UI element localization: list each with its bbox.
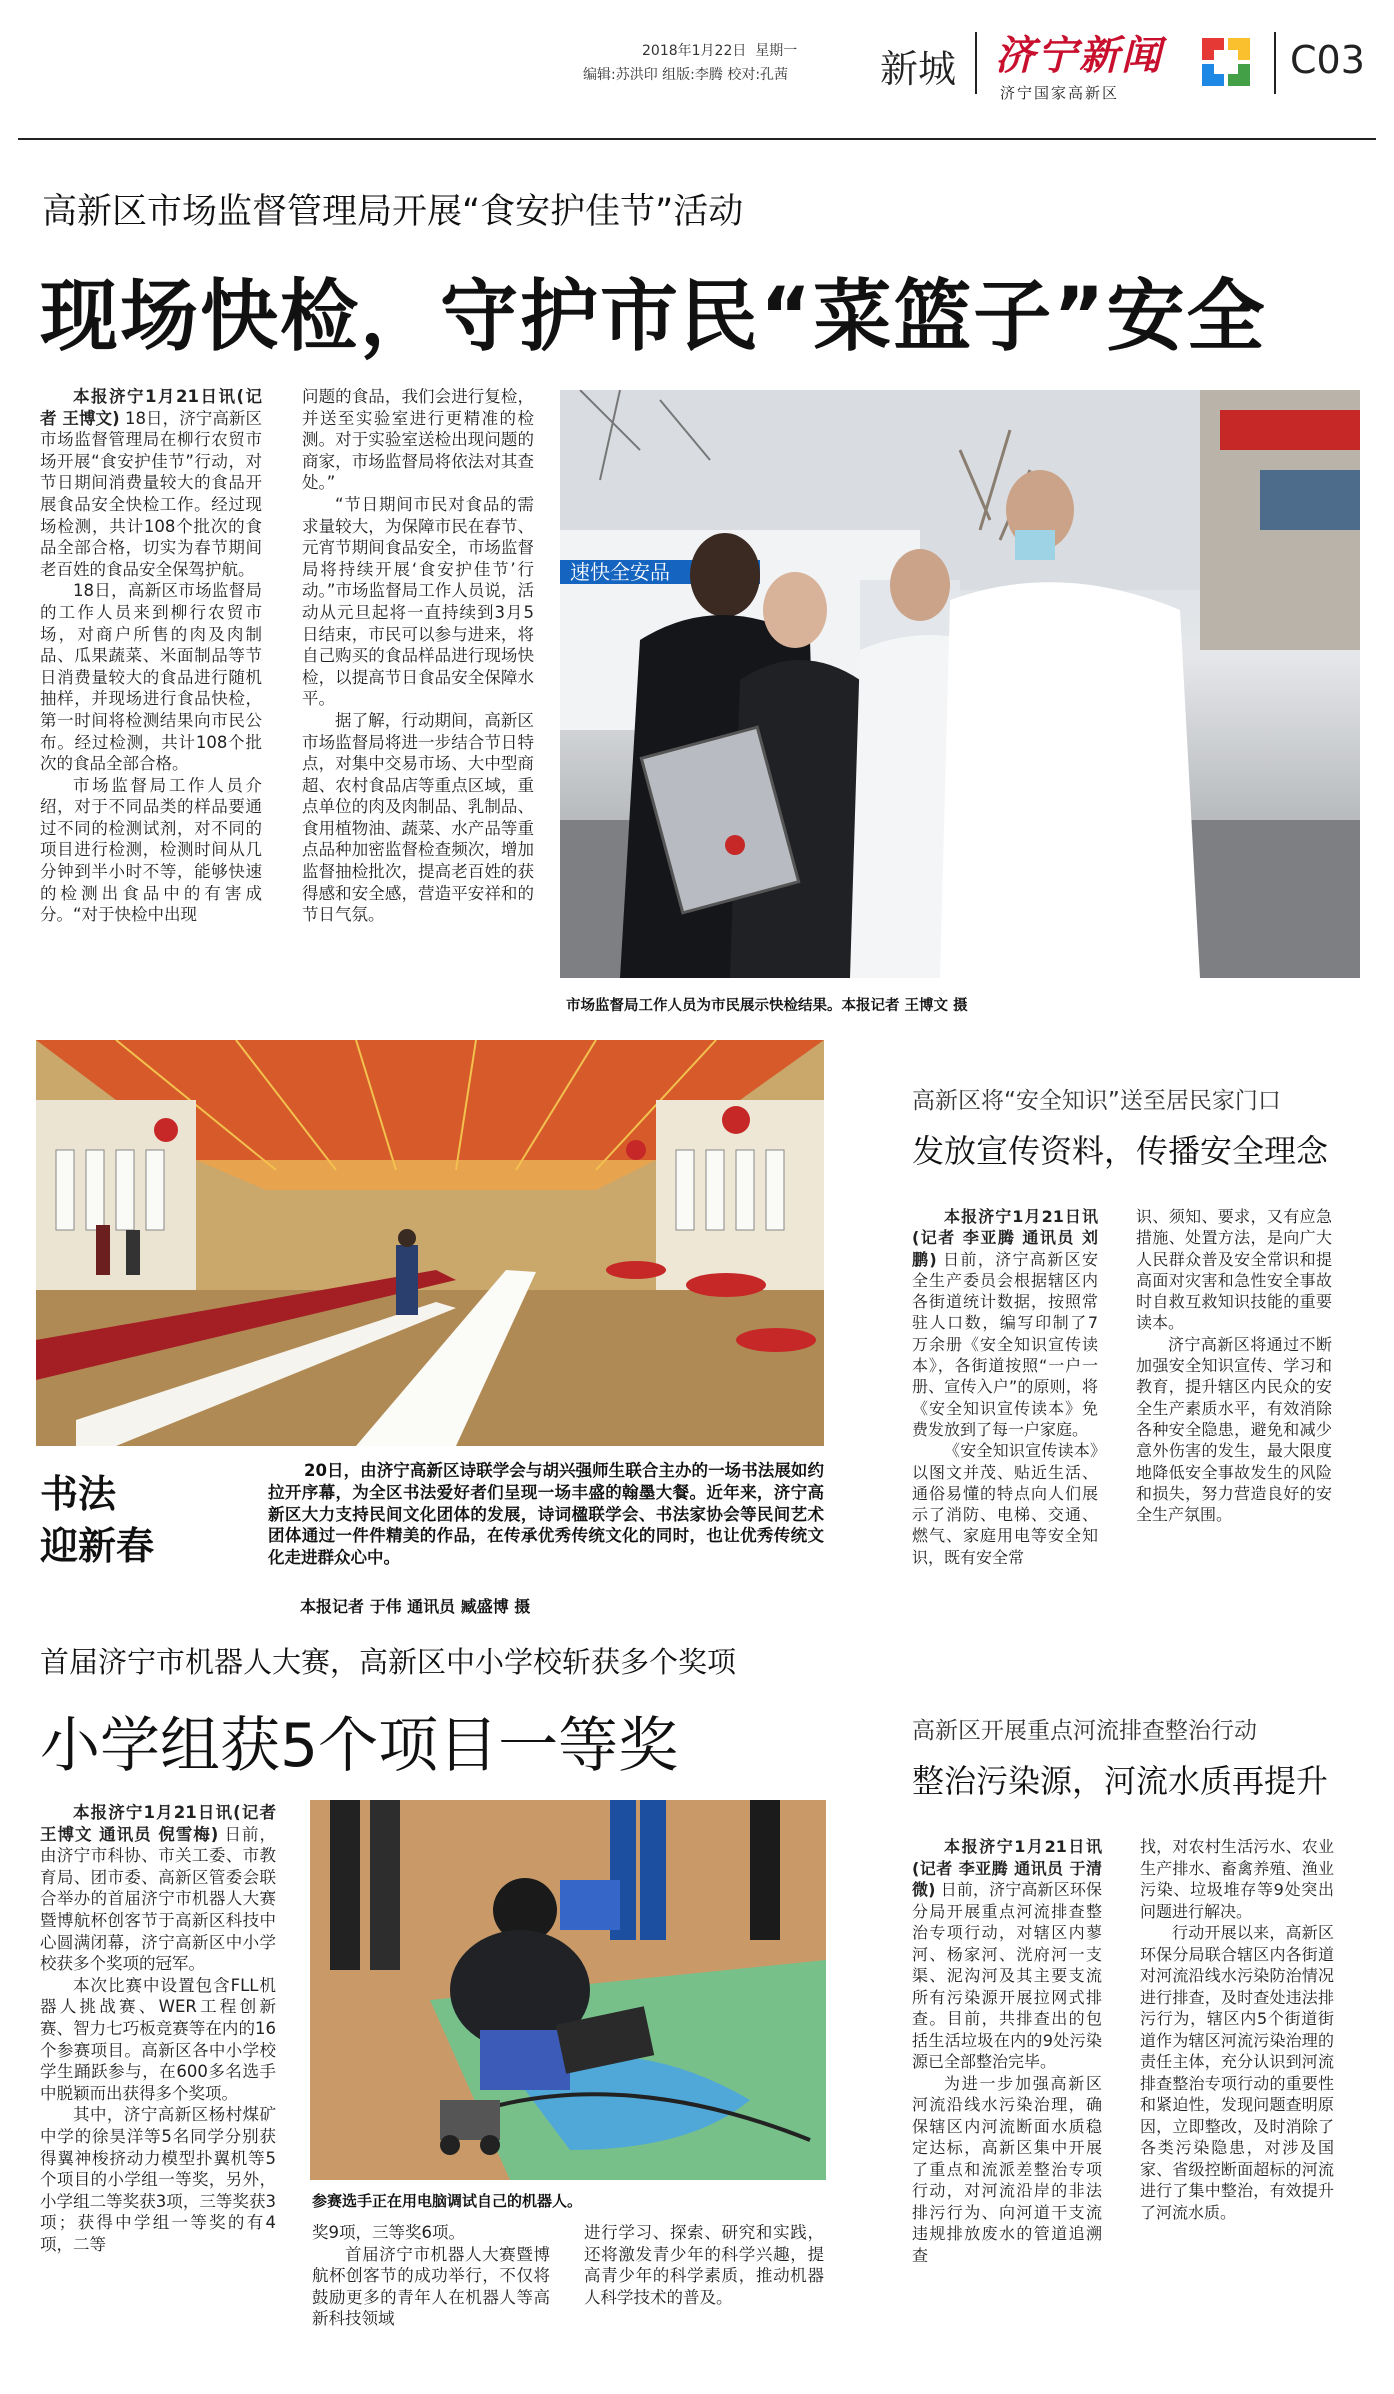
- masthead-divider-2: [1274, 32, 1276, 94]
- van-signage: 速快全安品: [570, 560, 670, 584]
- article2-headline: 发放宣传资料，传播安全理念: [912, 1132, 1329, 1170]
- article2-column-2: 识、须知、要求，又有应急措施、处置方法，是向广大人民群众普及安全常识和提高面对灾害和急性安全事故时自救互救知识技能的重要读本。 济宁高新区将通过不断加强安全知识宣传、学习和教育，提升辖区内民众的安全生产素质水平，有效消除各种安全隐患，避免和减少意外伤害的发生，最大限度地降低安全事故发生的风险和损失，努力营造良好的安全生产氛围。: [1136, 1207, 1332, 1525]
- article4-dateline: 本报济宁1月21日讯(记者 李亚腾 通讯员 于清微): [912, 1837, 1102, 1899]
- paper-name: 济宁新闻: [995, 32, 1163, 79]
- food-check-photo: [560, 390, 1360, 978]
- article2-kicker: 高新区将“安全知识”送至居民家门口: [912, 1088, 1281, 1114]
- article3-headline: 小学组获5个项目一等奖: [40, 1711, 679, 1781]
- robot-photo-caption: 参赛选手正在用电脑调试自己的机器人。: [312, 2192, 583, 2210]
- food-check-photo-caption: 市场监督局工作人员为市民展示快检结果。本报记者 王博文 摄: [566, 998, 968, 1014]
- article1-kicker: 高新区市场监督管理局开展“食安护佳节”活动: [42, 192, 744, 232]
- article1-dateline: 本报济宁1月21日讯(记者 王博文): [40, 387, 262, 428]
- paper-logo: [995, 24, 1185, 79]
- article4-column-2: 找，对农村生活污水、农业生产排水、畜禽养殖、渔业污染、垃圾堆存等9处突出问题进行解决。 行动开展以来，高新区环保分局联合辖区内各街道对河流沿线水污染防治情况进行排查，及时查处违法排污行为，辖区内5个街道街道作为辖区河流污染治理的责任主体，充分认识到河流排查整治专项行动的重要性和紧迫性，发现问题查明原因，立即整改，及时消除了各类污染隐患，对涉及国家、省级控断面超标的河流进行了集中整治，有效提升了河流水质。: [1140, 1837, 1334, 2222]
- section-name: 新城: [880, 47, 957, 91]
- article3-column-2: 奖9项，三等奖6项。 首届济宁市机器人大赛暨博航杯创客节的成功举行，不仅将鼓励更多的青年人在机器人等高新科技领域: [312, 2223, 550, 2329]
- article3-column-3: 进行学习、探索、研究和实践，还将激发青少年的科学兴趣，提高青少年的科学素质，推动机器人科学技术的普及。: [584, 2223, 824, 2307]
- robot-contest-photo: [310, 1800, 826, 2180]
- article3-kicker: 首届济宁市机器人大赛，高新区中小学校斩获多个奖项: [40, 1645, 737, 1679]
- issue-date: 2018年1月22日 星期一: [642, 43, 798, 59]
- article1-headline: 现场快检，守护市民“菜篮子”安全: [40, 272, 1267, 362]
- calligraphy-title: 书法 迎新春: [40, 1472, 155, 1568]
- paper-subtitle: 济宁国家高新区: [1000, 84, 1120, 102]
- article1-column-2: 问题的食品，我们会进行复检，并送至实验室进行更精准的检测。对于实验室送检出现问题的商家，市场监督局将依法对其查处。” “节日期间市民对食品的需求量较大，为保障市民在春节、元宵节期间食品安全，市场监督局将持续开展‘食安护佳节’行动。”市场监督局工作人员说，活动从元旦起将一直持续到3月5日结束，市民可以参与进来，将自己购买的食品样品进行现场快检，以提高节日食品安全保障水平。 据了解，行动期间，高新区市场监督局将进一步结合节日特点，对集中交易市场、大中型商超、农村食品店等重点区域，重点单位的肉及肉制品、乳制品、食用植物油、蔬菜、水产品等重点品种加密监督检查频次，增加监督抽检批次，提高老百姓的获得感和安全感，营造平安祥和的节日气氛。: [302, 387, 534, 925]
- article3-dateline: 本报济宁1月21日讯(记者 王博文 通讯员 倪雪梅): [40, 1803, 276, 1844]
- calligraphy-caption: 20日，由济宁高新区诗联学会与胡兴强师生联合主办的一场书法展如约拉开序幕，为全区书法爱好者们呈现一场丰盛的翰墨大餐。近年来，济宁高新区大力支持民间文化团体的发展，诗词楹联学会、书法家协会等民间艺术团体通过一件件精美的作品，在传承优秀传统文化的同时，也让优秀传统文化走进群众心中。: [268, 1461, 824, 1568]
- editor-credits: 编辑:苏洪印 组版:李腾 校对:孔茜: [583, 67, 789, 83]
- article2-dateline: 本报济宁1月21日讯(记者 李亚腾 通讯员 刘鹏): [912, 1207, 1098, 1269]
- colorful-logo-icon: [1200, 36, 1252, 88]
- article2-column-1: 本报济宁1月21日讯(记者 李亚腾 通讯员 刘鹏) 日前，济宁高新区安全生产委员会根据辖区内各街道统计数据，按照常驻人口数，编写印制了7万余册《安全知识宣传读本》，各街道按照“一户一册、宣传入户”的原则，将《安全知识宣传读本》免费发放到了每一户家庭。 《安全知识宣传读本》以图文并茂、贴近生活、通俗易懂的特点向人们展示了消防、电梯、交通、燃气、家庭用电等安全知识，既有安全常: [912, 1207, 1098, 1567]
- article1-column-1: 本报济宁1月21日讯(记者 王博文) 18日，济宁高新区市场监督管理局在柳行农贸市场开展“食安护佳节”行动，对节日期间消费量较大的食品开展食品安全快检工作。经过现场检测，共计108个批次的食品全部合格，切实为春节期间老百姓的食品安全保驾护航。 18日，高新区市场监督局的工作人员来到柳行农贸市场，对商户所售的肉及肉制品、瓜果蔬菜、米面制品等节日消费量较大的食品进行随机抽样，并现场进行食品快检，第一时间将检测结果向市民公布。经过检测，共计108个批次的食品全部合格。 市场监督局工作人员介绍，对于不同品类的样品要通过不同的检测试剂，对不同的项目进行检测，检测时间从几分钟到半小时不等，能够快速的检测出食品中的有害成分。“对于快检中出现: [40, 387, 262, 925]
- article3-column-1: 本报济宁1月21日讯(记者 王博文 通讯员 倪雪梅) 日前，由济宁市科协、市关工委、市教育局、团市委、高新区管委会联合举办的首届济宁市机器人大赛暨博航杯创客节于高新区科技中心圆满闭幕，济宁高新区中小学校获多个奖项的冠军。 本次比赛中设置包含FLL机器人挑战赛、WER工程创新赛、智力七巧板竞赛等在内的16个参赛项目。高新区各中小学校学生踊跃参与，在600多名选手中脱颖而出获得多个奖项。 其中，济宁高新区杨村煤矿中学的徐昊洋等5名同学分别获得翼神梭挤动力模型扑翼机等5个项目的小学组一等奖，另外，小学组二等奖获3项，三等奖获3项；获得中学组一等奖的有4项，二等: [40, 1803, 276, 2254]
- article4-kicker: 高新区开展重点河流排查整治行动: [912, 1718, 1257, 1744]
- calligraphy-exhibition-photo: [36, 1040, 824, 1446]
- article4-column-1: 本报济宁1月21日讯(记者 李亚腾 通讯员 于清微) 日前，济宁高新区环保分局开展重点河流排查整治专项行动，对辖区内蓼河、杨家河、洸府河一支渠、泥沟河及其主要支流所有污染源开展拉网式排查。目前，共排查出的包括生活垃圾在内的9处污染源已全部整治完毕。 为进一步加强高新区河流沿线水污染治理，确保辖区内河流断面水质稳定达标，高新区集中开展了重点和流派差整治专项行动，对河流沿岸的非法排污行为、向河道干支流违规排放废水的管道追溯查: [912, 1837, 1102, 2265]
- calligraphy-credit: 本报记者 于伟 通讯员 臧盛博 摄: [300, 1597, 531, 1616]
- masthead-rule: [18, 138, 1376, 140]
- article4-headline: 整治污染源，河流水质再提升: [912, 1762, 1329, 1800]
- masthead-divider-1: [975, 32, 977, 94]
- page-number: C03: [1290, 38, 1365, 82]
